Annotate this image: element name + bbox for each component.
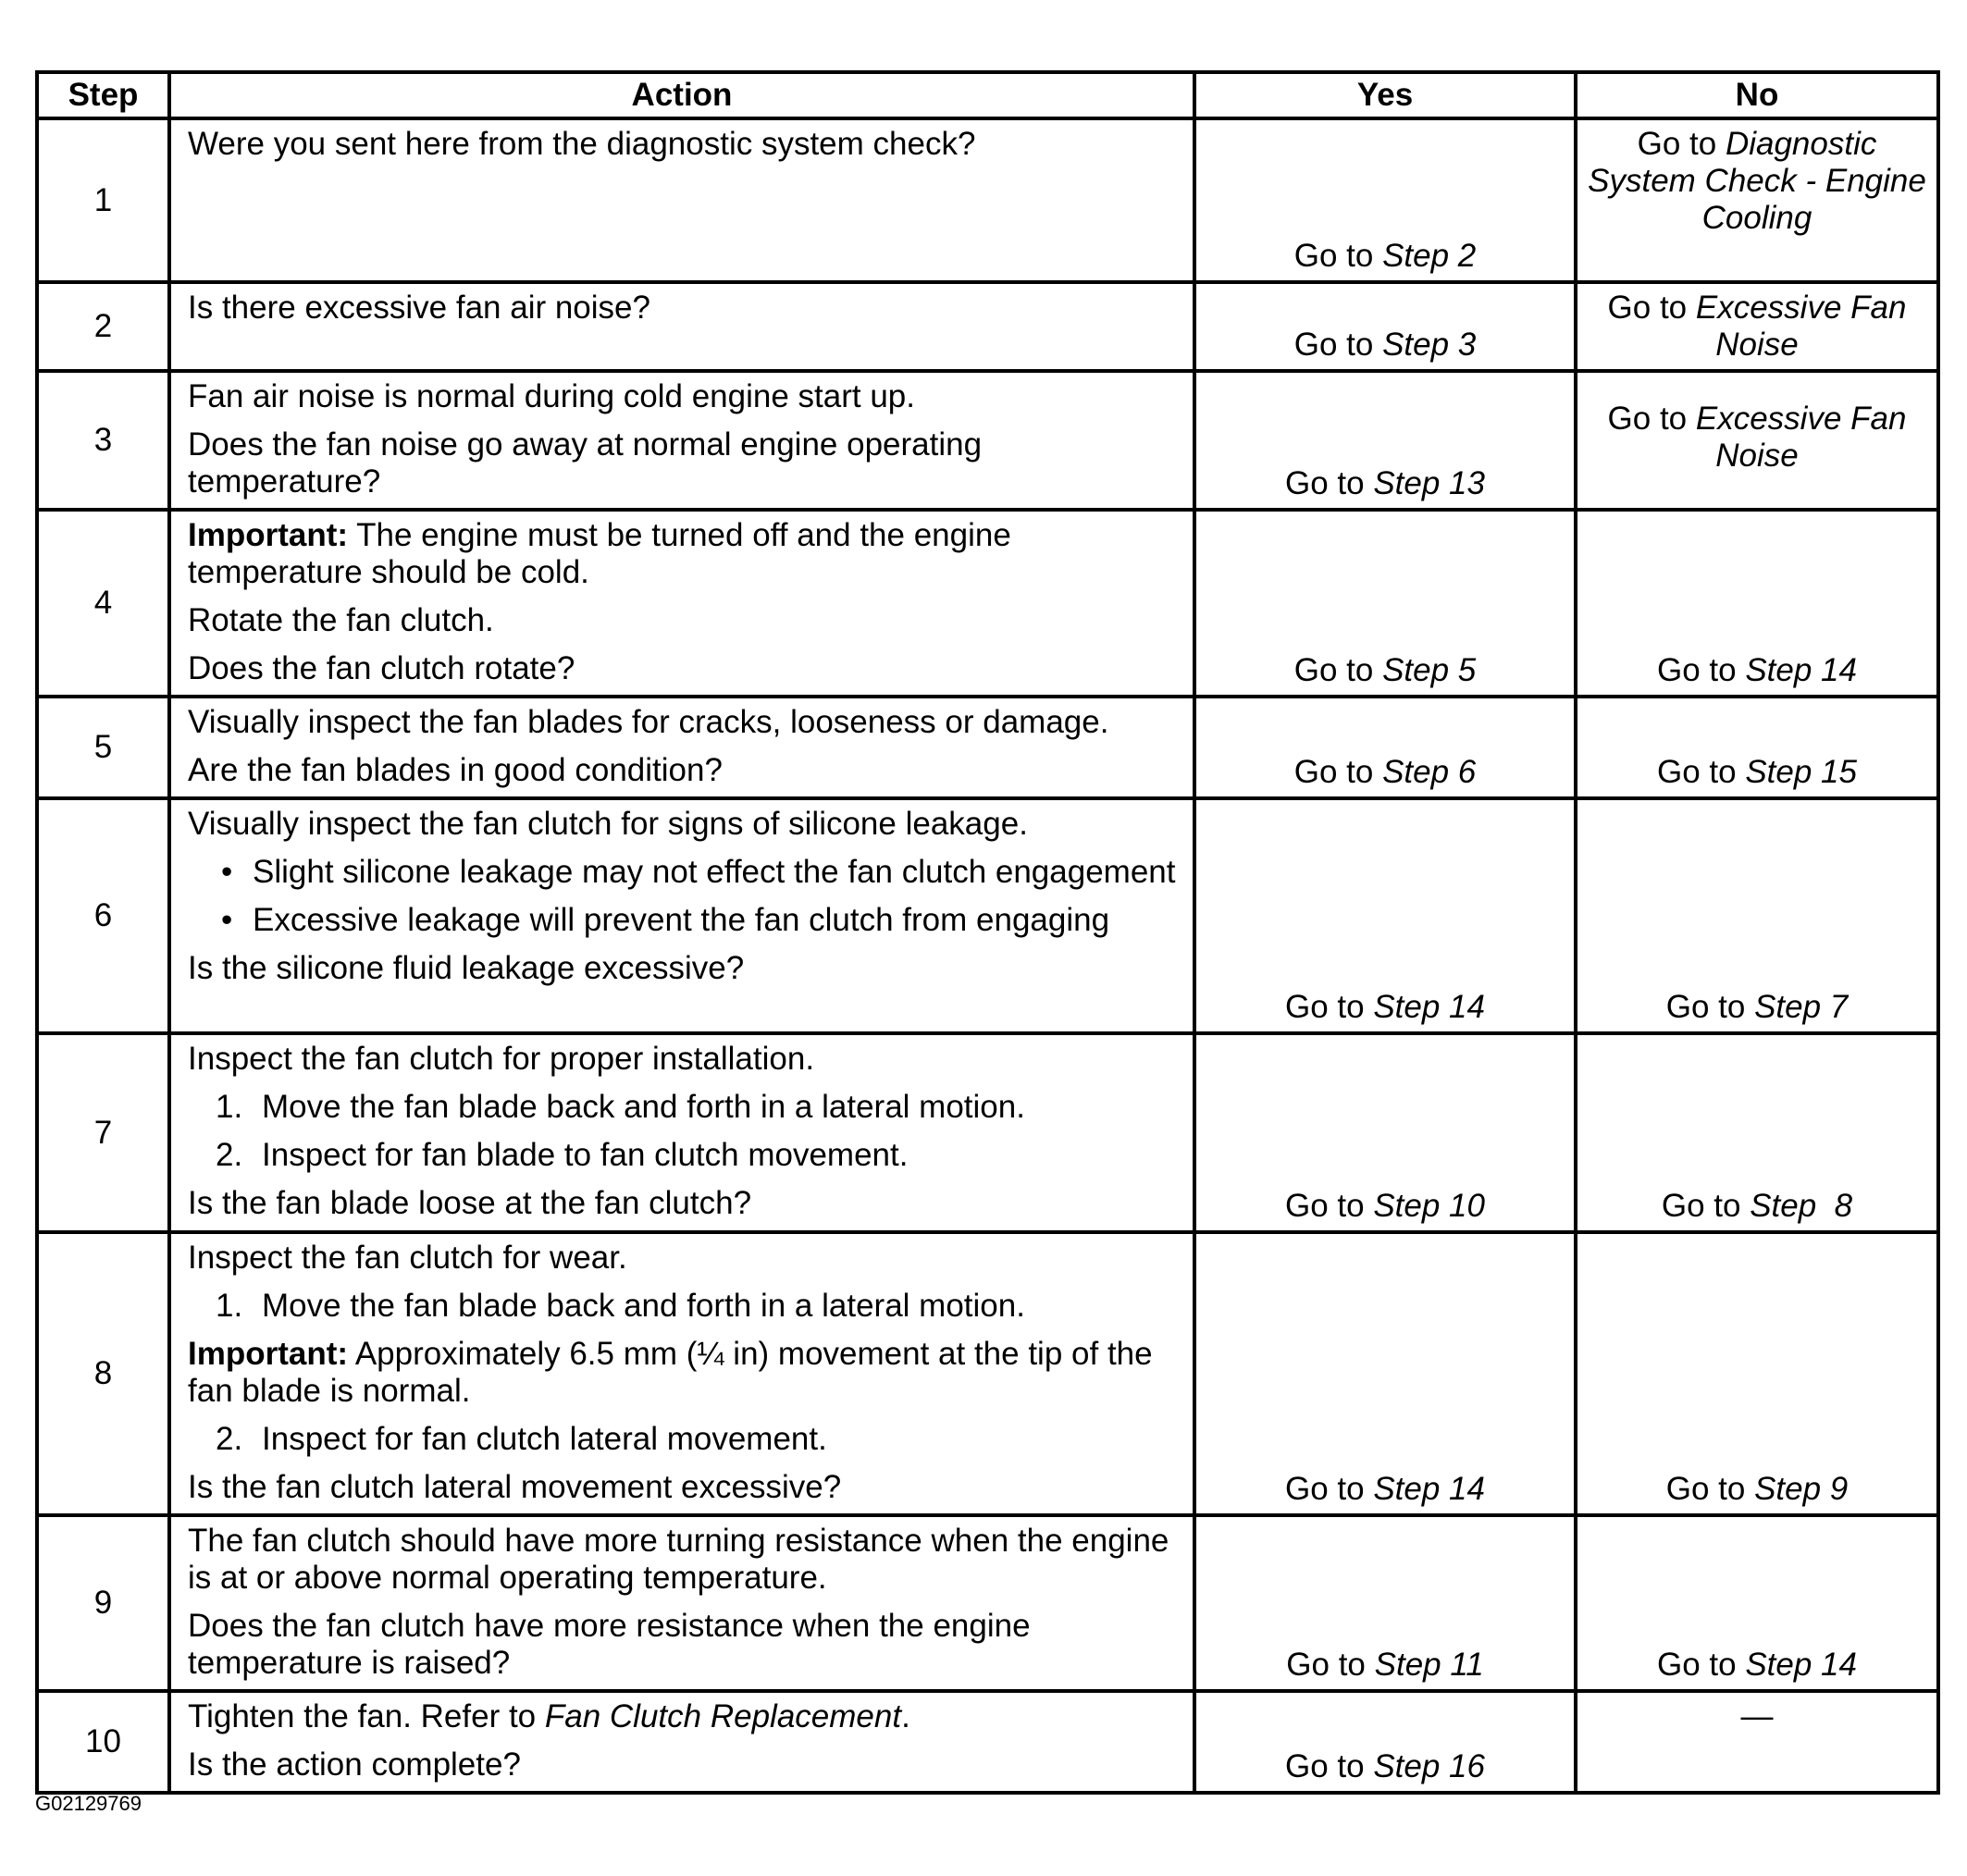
no-cell bbox=[1576, 1232, 1938, 1515]
action-text: Visually inspect the fan blades for cracks, looseness or damage. bbox=[188, 704, 1109, 740]
no-prefix: Go to bbox=[1661, 1188, 1751, 1224]
step-number: 10 bbox=[37, 1691, 169, 1793]
no-prefix: Go to bbox=[1607, 401, 1696, 437]
step-number: 2 bbox=[37, 282, 169, 371]
no-prefix: Go to bbox=[1665, 989, 1755, 1025]
item-text: Inspect for fan clutch lateral movement. bbox=[262, 1421, 827, 1457]
no-cell bbox=[1576, 282, 1938, 371]
no-ref: Excessive Fan Noise bbox=[1695, 401, 1907, 474]
item-number: 2. bbox=[216, 1137, 243, 1173]
yes-prefix: Go to bbox=[1285, 1188, 1374, 1224]
yes-cell bbox=[1194, 798, 1576, 1033]
no-cell bbox=[1576, 118, 1938, 282]
yes-prefix: Go to bbox=[1286, 1647, 1375, 1683]
table-row bbox=[37, 1515, 1938, 1691]
no-cell bbox=[1576, 1515, 1938, 1691]
no-cell bbox=[1576, 798, 1938, 1033]
numbered-item bbox=[216, 1089, 1180, 1126]
yes-prefix: Go to bbox=[1293, 754, 1383, 790]
action-text: Fan air noise is normal during cold engine start up. bbox=[188, 378, 915, 414]
action-text: Does the fan clutch have more resistance when the engine temperature is raised? bbox=[188, 1608, 1031, 1681]
action-text: Is there excessive fan air noise? bbox=[188, 290, 650, 326]
yes-prefix: Go to bbox=[1285, 989, 1374, 1025]
step-number: 3 bbox=[37, 371, 169, 510]
no-ref: Diagnostic System Check - Engine Cooling bbox=[1588, 126, 1926, 236]
action-text: Visually inspect the fan clutch for signs of silicone leakage. bbox=[188, 806, 1028, 842]
yes-cell bbox=[1194, 1515, 1576, 1691]
important-label: Important: bbox=[188, 517, 349, 553]
bullet-item: • Slight silicone leakage may not effect the fan clutch engagement bbox=[221, 854, 1180, 891]
numbered-item bbox=[216, 1421, 1180, 1458]
yes-prefix: Go to bbox=[1293, 327, 1383, 363]
yes-cell bbox=[1194, 510, 1576, 697]
action-text: Is the fan clutch lateral movement excessive? bbox=[188, 1469, 842, 1505]
action-text: Inspect the fan clutch for proper installation. bbox=[188, 1041, 815, 1077]
action-text: Rotate the fan clutch. bbox=[188, 602, 494, 638]
item-number: 1. bbox=[216, 1089, 243, 1125]
important-text: The engine must be turned off and the engine temperature should be cold. bbox=[188, 517, 1011, 590]
yes-step-ref: Step 14 bbox=[1373, 1471, 1485, 1507]
item-number: 2. bbox=[216, 1421, 243, 1457]
table-row bbox=[37, 282, 1938, 371]
action-cell bbox=[169, 1033, 1194, 1232]
yes-prefix: Go to bbox=[1293, 652, 1383, 688]
action-cell bbox=[169, 1515, 1194, 1691]
no-prefix: Go to bbox=[1607, 290, 1696, 326]
header-no: No bbox=[1576, 72, 1938, 118]
action-text: The fan clutch should have more turning resistance when the engine is at or above normal operating temperature. bbox=[188, 1523, 1169, 1596]
no-ref: Step 14 bbox=[1745, 1647, 1857, 1683]
no-cell bbox=[1576, 1691, 1938, 1793]
doc-reference: Fan Clutch Replacement bbox=[544, 1698, 902, 1734]
step-number: 9 bbox=[37, 1515, 169, 1691]
action-text: Were you sent here from the diagnostic system check? bbox=[188, 126, 976, 162]
action-cell bbox=[169, 371, 1194, 510]
table-row bbox=[37, 1033, 1938, 1232]
no-ref: Step 7 bbox=[1754, 989, 1849, 1025]
action-text bbox=[188, 1698, 1180, 1735]
action-text: Is the silicone fluid leakage excessive? bbox=[188, 950, 745, 986]
action-text-part: . bbox=[901, 1698, 910, 1734]
table-row bbox=[37, 118, 1938, 282]
action-text-part: Tighten the fan. Refer to bbox=[188, 1698, 545, 1734]
header-step: Step bbox=[37, 72, 169, 118]
action-cell bbox=[169, 697, 1194, 798]
yes-prefix: Go to bbox=[1285, 1748, 1374, 1784]
no-ref: Step 9 bbox=[1754, 1471, 1849, 1507]
yes-step-ref: Step 14 bbox=[1373, 989, 1485, 1025]
step-number: 5 bbox=[37, 697, 169, 798]
no-prefix: Go to bbox=[1665, 1471, 1755, 1507]
no-cell bbox=[1576, 1033, 1938, 1232]
table-row bbox=[37, 510, 1938, 697]
yes-step-ref: Step 10 bbox=[1373, 1188, 1485, 1224]
action-text: Does the fan noise go away at normal engine operating temperature? bbox=[188, 426, 983, 500]
header-yes: Yes bbox=[1194, 72, 1576, 118]
step-number: 1 bbox=[37, 118, 169, 282]
action-cell bbox=[169, 1691, 1194, 1793]
numbered-item bbox=[216, 1288, 1180, 1325]
step-number: 4 bbox=[37, 510, 169, 697]
header-action: Action bbox=[169, 72, 1194, 118]
no-prefix: Go to bbox=[1657, 1647, 1746, 1683]
yes-step-ref: Step 2 bbox=[1382, 238, 1477, 274]
item-text: Move the fan blade back and forth in a lateral motion. bbox=[262, 1288, 1025, 1324]
yes-cell bbox=[1194, 1232, 1576, 1515]
table-row bbox=[37, 1691, 1938, 1793]
yes-cell bbox=[1194, 697, 1576, 798]
header-row bbox=[37, 72, 1938, 118]
action-text: Is the action complete? bbox=[188, 1746, 521, 1783]
no-cell bbox=[1576, 510, 1938, 697]
diagnostic-table bbox=[35, 70, 1940, 1795]
yes-cell bbox=[1194, 1691, 1576, 1793]
action-cell bbox=[169, 282, 1194, 371]
item-text: Inspect for fan blade to fan clutch movement. bbox=[262, 1137, 909, 1173]
action-text: Are the fan blades in good condition? bbox=[188, 752, 723, 788]
action-cell bbox=[169, 510, 1194, 697]
step-number: 7 bbox=[37, 1033, 169, 1232]
figure-code: G02129769 bbox=[35, 1792, 142, 1815]
yes-step-ref: Step 5 bbox=[1382, 652, 1477, 688]
no-prefix: Go to bbox=[1657, 754, 1746, 790]
yes-prefix: Go to bbox=[1285, 465, 1374, 501]
no-ref: Excessive Fan Noise bbox=[1695, 290, 1907, 363]
no-dash: — bbox=[1740, 1698, 1774, 1734]
no-prefix: Go to bbox=[1637, 126, 1726, 162]
no-ref: Step 14 bbox=[1745, 652, 1857, 688]
step-number: 8 bbox=[37, 1232, 169, 1515]
important-text: Approximately 6.5 mm (¼ in) movement at the tip of the fan blade is normal. bbox=[188, 1336, 1153, 1409]
item-number: 1. bbox=[216, 1288, 243, 1324]
action-text: Is the fan blade loose at the fan clutch? bbox=[188, 1185, 752, 1221]
yes-cell bbox=[1194, 1033, 1576, 1232]
yes-step-ref: Step 3 bbox=[1382, 327, 1477, 363]
yes-cell bbox=[1194, 282, 1576, 371]
action-cell bbox=[169, 118, 1194, 282]
yes-prefix: Go to bbox=[1293, 238, 1383, 274]
yes-cell bbox=[1194, 118, 1576, 282]
table-row bbox=[37, 697, 1938, 798]
action-cell bbox=[169, 798, 1194, 1033]
no-ref: Step 8 bbox=[1750, 1188, 1853, 1224]
yes-step-ref: Step 11 bbox=[1374, 1647, 1484, 1683]
numbered-item bbox=[216, 1137, 1180, 1174]
action-text: Does the fan clutch rotate? bbox=[188, 650, 575, 686]
important-label: Important: bbox=[188, 1336, 349, 1372]
table-row bbox=[37, 371, 1938, 510]
action-text: Inspect the fan clutch for wear. bbox=[188, 1240, 627, 1276]
important-note bbox=[188, 517, 1180, 591]
yes-cell bbox=[1194, 371, 1576, 510]
action-cell bbox=[169, 1232, 1194, 1515]
table-row bbox=[37, 798, 1938, 1033]
no-ref: Step 15 bbox=[1745, 754, 1857, 790]
yes-prefix: Go to bbox=[1285, 1471, 1374, 1507]
no-cell bbox=[1576, 371, 1938, 510]
bullet-item: • Excessive leakage will prevent the fan clutch from engaging bbox=[221, 902, 1180, 939]
item-text: Move the fan blade back and forth in a lateral motion. bbox=[262, 1089, 1025, 1125]
important-note bbox=[188, 1336, 1180, 1410]
no-cell bbox=[1576, 697, 1938, 798]
step-number: 6 bbox=[37, 798, 169, 1033]
yes-step-ref: Step 16 bbox=[1373, 1748, 1485, 1784]
yes-step-ref: Step 6 bbox=[1382, 754, 1477, 790]
table-row bbox=[37, 1232, 1938, 1515]
yes-step-ref: Step 13 bbox=[1373, 465, 1485, 501]
no-prefix: Go to bbox=[1657, 652, 1746, 688]
